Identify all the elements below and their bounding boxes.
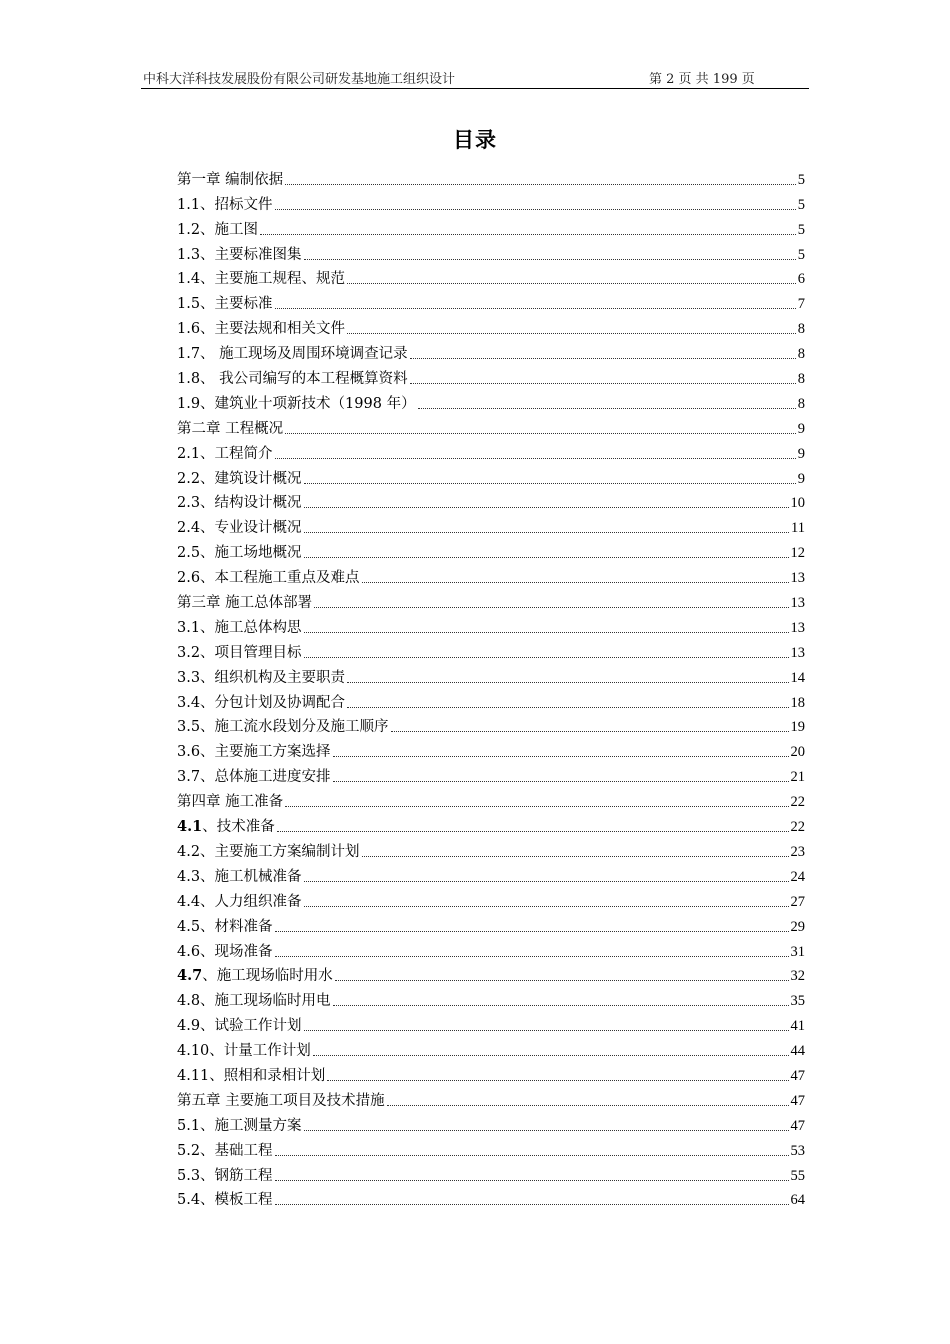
toc-entry-label: 3.5、施工流水段划分及施工顺序 [177,719,389,736]
toc-dot-leader [277,830,789,832]
toc-entry-label: 2.2、建筑设计概况 [177,470,302,487]
toc-entry-label: 2.4、专业设计概况 [177,520,302,537]
toc-entry[interactable] [177,887,805,912]
toc-entry-page: 9 [797,420,805,437]
toc-entry[interactable] [177,464,805,489]
toc-entry[interactable] [177,862,805,887]
toc-dot-leader [304,631,789,633]
toc-entry-page: 8 [797,321,805,338]
toc-dot-leader [304,531,789,533]
toc-entry[interactable] [177,389,805,414]
toc-entry-page: 27 [790,893,805,910]
toc-dot-leader [347,282,796,284]
toc-entry-label: 2.5、施工场地概况 [177,545,302,562]
toc-dot-leader [410,357,796,359]
toc-entry[interactable] [177,737,805,762]
toc-entry-label: 第三章 施工总体部署 [177,595,313,612]
toc-entry[interactable] [177,1061,805,1086]
toc-entry[interactable] [177,215,805,240]
toc-dot-leader [260,233,796,235]
toc-entry[interactable] [177,190,805,215]
toc-entry-page: 13 [790,644,805,661]
toc-entry-label: 第二章 工程概况 [177,420,284,437]
toc-entry[interactable] [177,1111,805,1136]
toc-entry-page: 6 [797,271,805,288]
toc-entry-label: 1.7、 施工现场及周围环境调查记录 [177,346,408,363]
toc-entry-label: 4.2、主要施工方案编制计划 [177,843,360,860]
toc-entry-label: 第一章 编制依据 [177,171,284,188]
toc-dot-leader [391,730,789,732]
toc-entry-page: 24 [790,868,805,885]
toc-dot-leader [275,208,796,210]
toc-dot-leader [275,1179,789,1181]
toc-entry-label: 4.10、计量工作计划 [177,1043,311,1060]
toc-dot-leader [333,780,789,782]
toc-entry-label: 1.1、招标文件 [177,196,273,213]
toc-entry[interactable] [177,314,805,339]
toc-entry-page: 22 [790,819,805,836]
toc-entry-label: 3.2、项目管理目标 [177,644,302,661]
page-number-info: 第 2 页 共 199 页 [649,72,755,87]
toc-entry-page: 10 [790,495,805,512]
toc-entry-label: 4.5、材料准备 [177,918,273,935]
toc-dot-leader [285,432,796,434]
toc-entry-page: 5 [797,171,805,188]
toc-entry-label: 4.3、施工机械准备 [177,868,302,885]
toc-entry-label: 3.3、组织机构及主要职责 [177,669,346,686]
toc-entry[interactable] [177,538,805,563]
toc-dot-leader [275,1203,789,1205]
toc-entry-page: 35 [790,993,805,1010]
toc-entry-label: 第五章 主要施工项目及技术措施 [177,1092,385,1109]
toc-entry-page: 9 [797,470,805,487]
toc-entry-page: 44 [790,1043,805,1060]
toc-entry-page: 53 [790,1142,805,1159]
document-title: 中科大洋科技发展股份有限公司研发基地施工组织设计 [143,72,456,87]
toc-entry-page: 14 [790,669,805,686]
toc-entry[interactable] [177,364,805,389]
toc-entry-label: 1.8、 我公司编写的本工程概算资料 [177,371,408,388]
toc-entry[interactable] [177,937,805,962]
toc-dot-leader [347,332,796,334]
toc-entry-page: 32 [790,968,805,985]
toc-entry-label: 1.3、主要标准图集 [177,246,302,263]
toc-dot-leader [304,656,789,658]
toc-dot-leader [285,805,788,807]
toc-entry-page: 8 [797,371,805,388]
toc-entry-label: 1.5、主要标准 [177,296,273,313]
toc-dot-leader [327,1079,788,1081]
toc-dot-leader [275,930,789,932]
toc-dot-leader [304,556,789,558]
toc-entry-page: 18 [790,694,805,711]
toc-entry-page: 20 [790,744,805,761]
toc-entry-page: 8 [797,346,805,363]
toc-entry[interactable] [177,638,805,663]
toc-entry-label: 第四章 施工准备 [177,794,284,811]
toc-dot-leader [304,905,789,907]
toc-entry-page: 13 [790,570,805,587]
toc-entry[interactable] [177,563,805,588]
toc-dot-leader [275,457,796,459]
toc-entry[interactable] [177,688,805,713]
toc-entry-title: 、技术准备 [202,819,275,836]
toc-entry-page: 7 [797,296,805,313]
toc-dot-leader [304,880,789,882]
toc-entry-label: 3.4、分包计划及协调配合 [177,694,346,711]
toc-entry[interactable] [177,1036,805,1061]
toc-dot-leader [410,382,796,384]
toc-entry[interactable] [177,1086,805,1111]
toc-entry[interactable] [177,1186,805,1211]
toc-entry-page: 13 [790,595,805,612]
toc-entry[interactable] [177,762,805,787]
toc-entry-label [177,817,275,837]
toc-entry[interactable] [177,339,805,364]
table-of-contents [177,165,805,1210]
toc-entry-page: 64 [790,1192,805,1209]
toc-entry-page: 12 [790,545,805,562]
toc-entry-label: 4.6、现场准备 [177,943,273,960]
toc-dot-leader [362,855,789,857]
toc-entry[interactable] [177,663,805,688]
toc-dot-leader [304,258,796,260]
toc-entry[interactable] [177,613,805,638]
toc-entry-page: 19 [790,719,805,736]
toc-entry[interactable] [177,240,805,265]
toc-entry[interactable] [177,837,805,862]
toc-entry-label: 5.3、钢筋工程 [177,1167,273,1184]
toc-entry-page: 23 [790,843,805,860]
toc-entry[interactable] [177,414,805,439]
toc-entry-title: 、施工现场临时用水 [202,968,333,985]
toc-entry-label: 5.2、基础工程 [177,1142,273,1159]
toc-entry-page: 47 [790,1067,805,1084]
toc-dot-leader [333,755,789,757]
toc-dot-leader [304,506,789,508]
toc-entry-page: 47 [790,1092,805,1109]
toc-entry-label: 1.2、施工图 [177,221,259,238]
toc-entry[interactable] [177,787,805,812]
page-header [141,66,809,89]
toc-entry[interactable] [177,962,805,987]
toc-entry-page: 11 [791,520,805,537]
toc-entry[interactable] [177,165,805,190]
toc-dot-leader [362,581,789,583]
toc-entry-label: 2.3、结构设计概况 [177,495,302,512]
toc-entry-label: 4.4、人力组织准备 [177,893,302,910]
toc-entry[interactable] [177,986,805,1011]
toc-entry-label: 5.4、模板工程 [177,1192,273,1209]
toc-heading: 目录 [453,127,497,152]
toc-dot-leader [275,307,796,309]
toc-entry[interactable] [177,1011,805,1036]
toc-entry-page: 22 [790,794,805,811]
toc-entry-label: 2.1、工程简介 [177,445,273,462]
toc-entry[interactable] [177,713,805,738]
toc-entry[interactable] [177,265,805,290]
toc-entry[interactable] [177,489,805,514]
toc-entry-page: 5 [797,246,805,263]
toc-dot-leader [304,482,796,484]
toc-dot-leader [275,955,789,957]
toc-entry-label [177,966,333,986]
toc-dot-leader [387,1104,789,1106]
toc-entry[interactable] [177,1161,805,1186]
toc-entry-page: 31 [790,943,805,960]
toc-entry-label: 2.6、本工程施工重点及难点 [177,570,360,587]
toc-entry[interactable] [177,912,805,937]
toc-dot-leader [314,606,788,608]
toc-entry-label: 5.1、施工测量方案 [177,1117,302,1134]
toc-dot-leader [418,407,796,409]
toc-entry-label: 4.8、施工现场临时用电 [177,993,331,1010]
toc-entry-label: 3.6、主要施工方案选择 [177,744,331,761]
toc-entry-label: 1.4、主要施工规程、规范 [177,271,346,288]
toc-entry[interactable] [177,812,805,837]
toc-entry-page: 8 [797,395,805,412]
toc-dot-leader [347,681,788,683]
toc-entry-number: 4.1 [177,818,203,836]
toc-entry-label: 4.11、照相和录相计划 [177,1067,326,1084]
toc-entry-page: 13 [790,619,805,636]
toc-entry-label: 1.9、建筑业十项新技术（1998 年） [177,395,416,412]
toc-dot-leader [335,979,789,981]
toc-entry-page: 29 [790,918,805,935]
toc-entry-label: 4.9、试验工作计划 [177,1018,302,1035]
toc-entry[interactable] [177,289,805,314]
toc-entry-page: 9 [797,445,805,462]
toc-dot-leader [304,1129,789,1131]
toc-entry[interactable] [177,439,805,464]
toc-dot-leader [313,1054,789,1056]
toc-entry-label: 3.1、施工总体构思 [177,619,302,636]
toc-dot-leader [333,1004,789,1006]
toc-entry-page: 21 [790,769,805,786]
toc-dot-leader [347,706,788,708]
toc-dot-leader [285,183,796,185]
toc-entry-number: 4.7 [177,967,203,985]
toc-entry-page: 5 [797,196,805,213]
toc-entry[interactable] [177,588,805,613]
toc-entry-page: 47 [790,1117,805,1134]
toc-entry-label: 1.6、主要法规和相关文件 [177,321,346,338]
toc-entry-page: 41 [790,1018,805,1035]
toc-dot-leader [275,1154,789,1156]
toc-entry[interactable] [177,1136,805,1161]
toc-entry-page: 5 [797,221,805,238]
toc-entry-page: 55 [790,1167,805,1184]
toc-dot-leader [304,1029,789,1031]
toc-entry[interactable] [177,513,805,538]
toc-entry-label: 3.7、总体施工进度安排 [177,769,331,786]
